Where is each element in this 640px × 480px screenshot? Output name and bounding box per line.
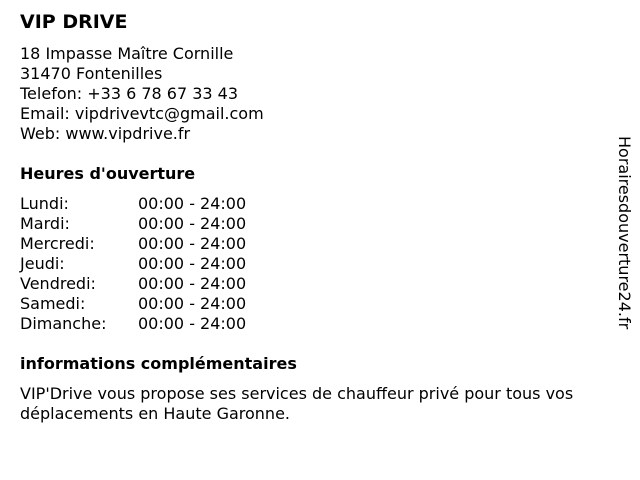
info-description: VIP'Drive vous propose ses services de chauffeur privé pour tous vos déplacements en Haute Garonne. <box>20 384 574 423</box>
day-label: Mardi: <box>20 214 70 233</box>
day-label: Mercredi: <box>20 234 95 253</box>
phone-line: Telefon: +33 6 78 67 33 43 <box>20 84 239 103</box>
hours-row-lundi <box>20 194 280 214</box>
hours-row-dimanche <box>20 314 280 334</box>
day-label: Vendredi: <box>20 274 96 293</box>
hours-row-vendredi <box>20 274 280 294</box>
hours-row-mercredi <box>20 234 280 254</box>
time-range: 00:00 - 24:00 <box>138 254 247 273</box>
hours-heading: Heures d'ouverture <box>20 164 196 183</box>
day-label: Samedi: <box>20 294 86 313</box>
time-range: 00:00 - 24:00 <box>138 274 247 293</box>
info-heading: informations complémentaires <box>20 354 297 373</box>
opening-hours-table <box>20 194 280 334</box>
address-line-city: 31470 Fontenilles <box>20 64 163 83</box>
contact-block <box>20 44 264 144</box>
time-range: 00:00 - 24:00 <box>138 294 247 313</box>
time-range: 00:00 - 24:00 <box>138 314 247 333</box>
web-line: Web: www.vipdrive.fr <box>20 124 191 143</box>
day-label: Jeudi: <box>20 254 65 273</box>
time-range: 00:00 - 24:00 <box>138 214 247 233</box>
business-name: VIP DRIVE <box>20 11 128 33</box>
site-watermark: Horairesdouverture24.fr <box>615 136 634 330</box>
time-range: 00:00 - 24:00 <box>138 234 247 253</box>
hours-row-mardi <box>20 214 280 234</box>
email-line: Email: vipdrivevtc@gmail.com <box>20 104 264 123</box>
day-label: Lundi: <box>20 194 69 213</box>
time-range: 00:00 - 24:00 <box>138 194 247 213</box>
hours-row-jeudi <box>20 254 280 274</box>
day-label: Dimanche: <box>20 314 107 333</box>
address-line-street: 18 Impasse Maître Cornille <box>20 44 234 63</box>
hours-row-samedi <box>20 294 280 314</box>
